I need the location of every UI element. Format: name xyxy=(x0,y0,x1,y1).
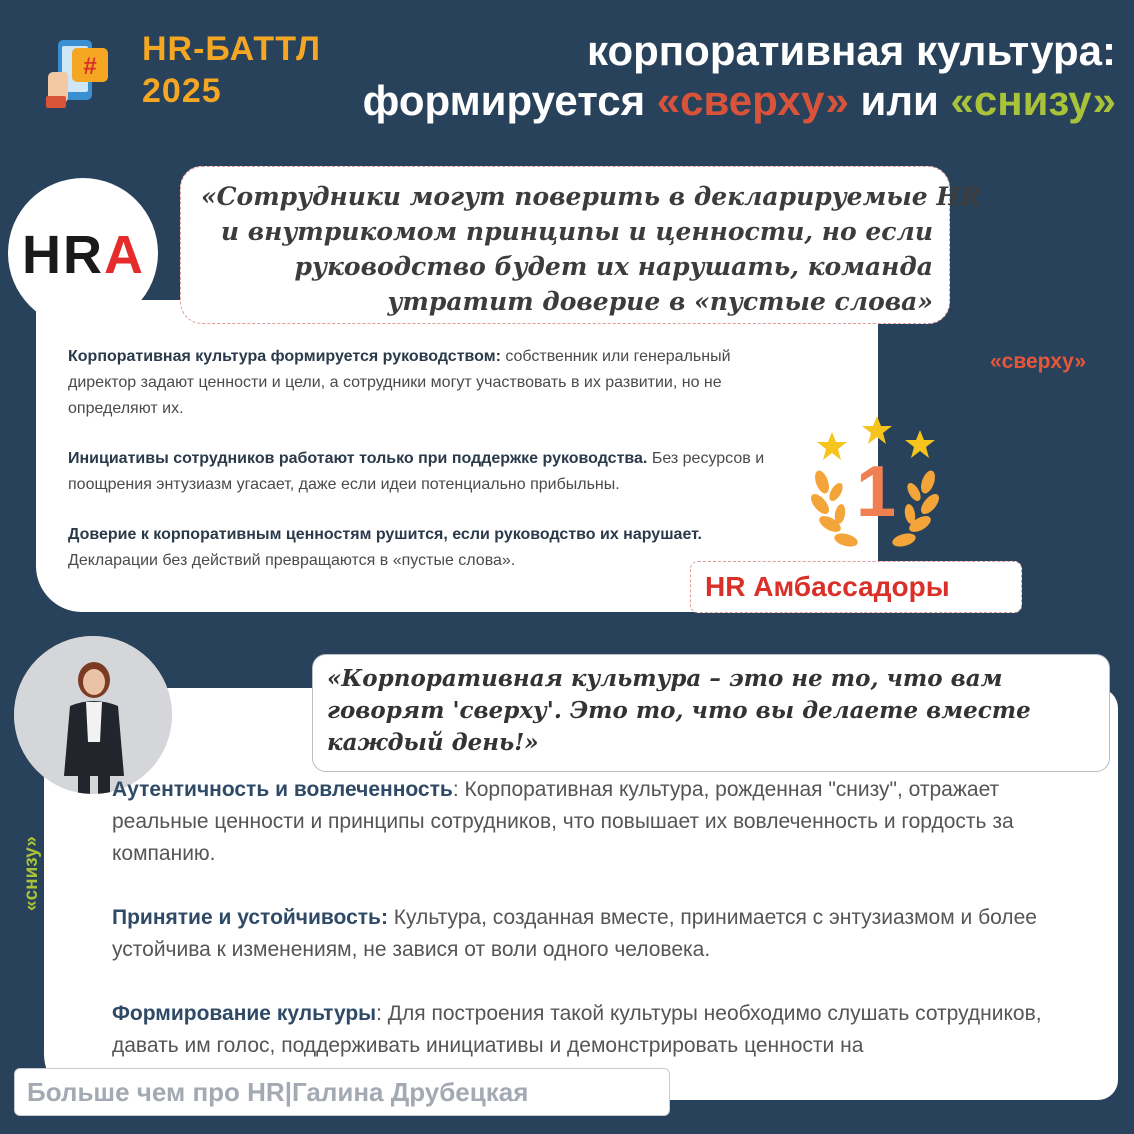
bottom-quote-bubble xyxy=(312,654,1110,772)
top-quote-line: утратит доверие в «пустые слова» xyxy=(387,287,933,316)
hra-logo xyxy=(22,224,145,286)
bottom-point xyxy=(112,998,1072,1062)
brand-year: 2025 xyxy=(142,72,222,110)
bottom-point-title: Принятие и устойчивость: xyxy=(112,906,388,929)
author-photo xyxy=(14,636,172,794)
top-point-text: Без ресурсов и поощрения энтузиазм угасает, даже если идеи потенциально прибыльны. xyxy=(68,450,765,493)
headline-line2 xyxy=(363,76,1116,126)
top-quote-line: руководство будет их нарушать, команда xyxy=(294,252,933,281)
top-quote-bubble xyxy=(180,166,981,324)
top-point-title: Корпоративная культура формируется руководством: xyxy=(68,348,501,365)
top-point xyxy=(68,522,788,574)
top-side-label: «сверху» xyxy=(990,350,1087,373)
top-quote-line: «Сотрудники могут поверить в декларируемые HR xyxy=(201,182,981,211)
bottom-quote-line: каждый день!» xyxy=(327,729,539,756)
top-point xyxy=(68,344,788,422)
bottom-point-text: : Для построения такой культуры необходимо слушать сотрудников, давать им голос, поддерживать инициативы и демонстрировать ценности на xyxy=(112,1002,1042,1057)
bottom-side-label: «снизу» xyxy=(21,836,42,911)
brand-title: HR-БАТТЛ xyxy=(142,30,321,68)
bottom-point-text: Культура, созданная вместе, принимается с энтузиазмом и более устойчива к изменениям, не завися от воли одного человека. xyxy=(112,906,1037,961)
svg-text:#: # xyxy=(83,53,97,80)
headline-part-a: формируется xyxy=(362,77,657,124)
top-quote-line: и внутрикомом принципы и ценности, но если xyxy=(220,217,933,246)
top-point-title: Доверие к корпоративным ценностям рушится, если руководство их нарушает. xyxy=(68,526,702,543)
headline-top-accent: «сверху» xyxy=(656,77,849,124)
bottom-point xyxy=(112,902,1072,966)
top-point xyxy=(68,446,788,498)
bottom-quote-line: говорят 'сверху'. Это то, что вы делаете вместе xyxy=(327,697,1031,724)
author-portrait-image xyxy=(14,636,172,794)
top-point-text: Декларации без действий превращаются в «пустые слова». xyxy=(68,552,516,569)
hra-logo-accent: A xyxy=(104,225,145,285)
bottom-point-title: Аутентичность и вовлеченность xyxy=(112,778,453,801)
bottom-point-title: Формирование культуры xyxy=(112,1002,377,1025)
award-number: 1 xyxy=(855,452,897,532)
hra-logo-main: HR xyxy=(22,225,104,285)
top-section-points xyxy=(68,344,788,598)
headline-part-b: или xyxy=(848,77,951,124)
headline-line1: корпоративная культура: xyxy=(587,27,1116,74)
top-point-text: собственник или генеральный директор задают ценности и цели, а сотрудники могут участвовать в их развитии, но не определяют их. xyxy=(68,348,731,417)
bottom-section-points xyxy=(112,774,1072,1094)
bottom-point xyxy=(112,774,1072,870)
top-point-title: Инициативы сотрудников работают только при поддержке руководства. xyxy=(68,450,648,467)
first-place-award-icon xyxy=(800,412,950,562)
hashtag-phone-icon xyxy=(44,34,114,110)
battle-brand xyxy=(142,28,321,112)
bottom-quote-line: «Корпоративная культура – это не то, что вам xyxy=(327,665,1003,692)
headline-bottom-accent: «снизу» xyxy=(950,77,1116,124)
author-footer: Больше чем про HR|Галина Друбецкая xyxy=(14,1068,670,1116)
page-headline xyxy=(363,26,1116,126)
hr-ambassadors-badge: HR Амбассадоры xyxy=(690,561,1022,613)
bottom-point-text: : Корпоративная культура, рожденная "снизу", отражает реальные ценности и принципы сотрудников, что повышает их вовлеченность и гордость за компанию. xyxy=(112,778,1014,865)
